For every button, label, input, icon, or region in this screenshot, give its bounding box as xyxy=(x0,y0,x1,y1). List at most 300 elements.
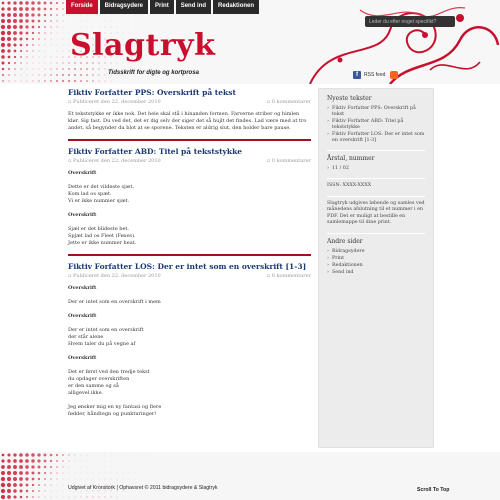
halftone-dot xyxy=(1,489,5,493)
halftone-dot xyxy=(31,465,34,468)
halftone-dot xyxy=(69,479,70,480)
nav-item-send-ind[interactable]: Send ind xyxy=(176,0,211,14)
halftone-dot xyxy=(25,465,29,469)
halftone-dot xyxy=(98,74,99,75)
post-meta xyxy=(68,273,311,279)
sidebar xyxy=(318,88,434,448)
halftone-dot xyxy=(7,1,10,4)
halftone-dot xyxy=(80,74,82,76)
halftone-dot xyxy=(69,21,70,22)
halftone-dot xyxy=(87,15,88,16)
halftone-dot xyxy=(117,15,118,16)
halftone-dot xyxy=(13,19,17,23)
post-stanza xyxy=(68,226,311,247)
halftone-dot xyxy=(123,473,124,474)
halftone-dot xyxy=(99,21,100,22)
halftone-dot xyxy=(38,44,39,45)
halftone-dot xyxy=(38,466,41,469)
halftone-dot xyxy=(56,8,58,10)
halftone-dot xyxy=(13,477,17,481)
halftone-dot xyxy=(75,473,76,474)
halftone-dot xyxy=(63,39,64,40)
halftone-dot xyxy=(81,21,82,22)
halftone-dot xyxy=(38,496,39,497)
halftone-dot xyxy=(25,453,29,457)
halftone-dot xyxy=(129,467,130,468)
halftone-dot xyxy=(57,497,58,498)
halftone-dot xyxy=(44,80,46,82)
rss-icon[interactable] xyxy=(390,71,398,79)
halftone-dot xyxy=(135,467,136,468)
halftone-dot xyxy=(13,7,17,11)
halftone-dot xyxy=(25,471,28,474)
halftone-dot xyxy=(31,7,34,10)
post-meta xyxy=(68,99,311,105)
halftone-dot xyxy=(19,13,23,17)
halftone-dot xyxy=(117,81,118,82)
halftone-dot xyxy=(31,1,35,5)
halftone-dot xyxy=(80,80,82,82)
stanza-line: Sjæl er det blideste bet. xyxy=(68,226,130,232)
halftone-dot xyxy=(93,479,94,480)
halftone-dot xyxy=(8,74,9,75)
stanza-line: der står alene xyxy=(68,334,104,340)
halftone-dot xyxy=(147,461,148,462)
facebook-icon[interactable]: f xyxy=(353,71,361,79)
halftone-dot xyxy=(50,80,52,82)
halftone-dot xyxy=(1,483,5,487)
halftone-dot xyxy=(117,455,118,456)
halftone-dot xyxy=(38,484,40,486)
halftone-dot xyxy=(7,25,11,29)
halftone-dot xyxy=(129,21,130,22)
halftone-dot xyxy=(105,455,106,456)
halftone-dot xyxy=(7,489,11,493)
halftone-dot xyxy=(45,63,46,64)
sidebar-link-issue[interactable]: › 11 / 02 xyxy=(327,166,425,172)
halftone-dot xyxy=(80,496,81,497)
halftone-dot xyxy=(105,461,106,462)
halftone-dot xyxy=(75,497,76,498)
halftone-dot xyxy=(135,497,136,498)
post-subheading: Overskrift xyxy=(68,355,97,361)
halftone-dot xyxy=(51,497,52,498)
halftone-dot xyxy=(51,45,52,46)
halftone-dot xyxy=(2,80,3,81)
halftone-dot xyxy=(74,74,76,76)
halftone-dot xyxy=(26,56,27,57)
main-nav xyxy=(66,0,261,14)
halftone-dot xyxy=(38,478,40,480)
halftone-dot xyxy=(57,27,58,28)
halftone-dot xyxy=(1,43,5,47)
sidebar-divider xyxy=(327,178,425,179)
halftone-dot xyxy=(38,38,39,39)
halftone-dot xyxy=(56,466,58,468)
halftone-dot xyxy=(62,2,64,4)
nav-item-redaktionen[interactable]: Redaktionen xyxy=(213,0,259,14)
halftone-dot xyxy=(50,26,51,27)
halftone-dot xyxy=(38,490,39,491)
sidebar-heading-year: Årstal, nummer xyxy=(327,155,375,162)
stanza-line: Jette er ikke nummer heat. xyxy=(68,240,137,246)
halftone-dot xyxy=(32,80,33,81)
halftone-dot xyxy=(141,21,142,22)
halftone-dot xyxy=(68,80,70,82)
halftone-dot xyxy=(37,459,40,462)
halftone-dot xyxy=(147,497,148,498)
halftone-dot xyxy=(33,75,34,76)
halftone-dot xyxy=(7,7,10,10)
post-title[interactable]: Fiktiv Forfatter ABD: Titel på tekststykke xyxy=(68,147,243,156)
halftone-dot xyxy=(93,455,94,456)
halftone-dot xyxy=(99,479,100,480)
halftone-dot xyxy=(7,31,11,35)
halftone-dot xyxy=(75,455,76,456)
halftone-dot xyxy=(141,15,142,16)
main-content xyxy=(68,88,311,425)
halftone-dot xyxy=(62,8,63,9)
halftone-dot xyxy=(13,31,17,35)
halftone-dot xyxy=(129,473,130,474)
sidebar-link-send-ind[interactable]: › Send ind xyxy=(327,270,425,276)
sidebar-link-bidragsydere[interactable]: › Bidragsydere xyxy=(327,249,425,255)
halftone-dot xyxy=(62,454,64,456)
stanza-line: Dette er det vildeste sjæt. xyxy=(68,184,134,190)
halftone-dot xyxy=(50,478,51,479)
halftone-dot xyxy=(93,15,94,16)
nav-item-forside[interactable]: Forside xyxy=(66,0,98,14)
halftone-dot xyxy=(1,55,4,58)
halftone-dot xyxy=(81,479,82,480)
halftone-dot xyxy=(7,465,11,469)
halftone-dot xyxy=(1,495,5,499)
halftone-dot xyxy=(99,461,100,462)
halftone-dot xyxy=(117,473,118,474)
halftone-dot xyxy=(1,49,5,53)
halftone-dot xyxy=(105,21,106,22)
halftone-dot xyxy=(99,455,100,456)
stanza-line: Det er først ved den tredje tekst xyxy=(68,369,150,375)
halftone-dot xyxy=(56,62,57,63)
halftone-dot xyxy=(2,454,5,457)
stanza-line: Kom lad os spæt. xyxy=(68,191,112,197)
halftone-dot xyxy=(26,32,29,35)
halftone-dot xyxy=(117,479,118,480)
halftone-dot xyxy=(147,81,148,82)
halftone-dot xyxy=(87,21,88,22)
halftone-dot xyxy=(38,26,40,28)
halftone-dot xyxy=(25,19,28,22)
halftone-dot xyxy=(116,496,117,497)
halftone-dot xyxy=(25,1,29,5)
halftone-dot xyxy=(123,497,124,498)
sidebar-divider xyxy=(327,150,425,151)
halftone-dot xyxy=(111,467,112,468)
halftone-dot xyxy=(129,461,130,462)
halftone-dot xyxy=(56,460,58,462)
halftone-dot xyxy=(44,478,46,480)
halftone-dot xyxy=(26,484,29,487)
halftone-dot xyxy=(57,491,58,492)
halftone-dot xyxy=(1,477,5,481)
halftone-dot xyxy=(19,19,23,23)
halftone-dot xyxy=(44,74,45,75)
halftone-dot xyxy=(141,461,142,462)
post-comments-link[interactable]: ▫ 0 kommentarer xyxy=(267,273,311,279)
halftone-dot xyxy=(14,62,16,64)
halftone-dot xyxy=(87,479,88,480)
halftone-dot xyxy=(81,15,82,16)
halftone-dot xyxy=(105,15,106,16)
halftone-dot xyxy=(87,473,88,474)
halftone-dot xyxy=(141,455,142,456)
halftone-dot xyxy=(32,32,34,34)
post-subheading: Overskrift xyxy=(68,313,97,319)
halftone-dot xyxy=(92,74,94,76)
halftone-dot xyxy=(38,472,41,475)
halftone-dot xyxy=(44,2,47,5)
halftone-dot xyxy=(147,21,148,22)
halftone-dot xyxy=(7,477,11,481)
halftone-dot xyxy=(1,7,4,10)
halftone-dot xyxy=(117,461,118,462)
halftone-dot xyxy=(7,13,11,17)
halftone-dot xyxy=(93,21,94,22)
stanza-line: du opdager overskriften xyxy=(68,376,130,382)
halftone-dot xyxy=(98,496,99,497)
halftone-dot xyxy=(99,467,100,468)
halftone-dot xyxy=(19,471,23,475)
halftone-dot xyxy=(63,485,64,486)
halftone-dot xyxy=(50,472,52,474)
halftone-dot xyxy=(32,496,33,497)
halftone-dot xyxy=(75,467,76,468)
halftone-dot xyxy=(51,485,52,486)
nav-item-print[interactable]: Print xyxy=(150,0,174,14)
stanza-line: Hvem taler du på vegne af xyxy=(68,341,136,347)
halftone-dot xyxy=(63,21,64,22)
halftone-dot xyxy=(39,51,40,52)
post xyxy=(68,262,311,418)
halftone-dot xyxy=(44,484,45,485)
halftone-dot xyxy=(44,20,46,22)
halftone-dot xyxy=(93,461,94,462)
halftone-dot xyxy=(44,472,46,474)
halftone-dot xyxy=(57,51,58,52)
halftone-dot xyxy=(1,13,5,17)
halftone-dot xyxy=(111,455,112,456)
halftone-dot xyxy=(92,496,93,497)
stanza-line: Jeg ønsker mig en ny fantasi og flere xyxy=(68,404,162,410)
site-tagline: Tidsskrift for digte og kortprosa xyxy=(108,70,199,76)
halftone-dot xyxy=(14,68,15,69)
halftone-dot xyxy=(123,461,124,462)
site-footer xyxy=(0,452,500,500)
post-title[interactable]: Fiktiv Forfatter LOS: Der er intet som en overskrift [1-3] xyxy=(68,262,307,271)
post-title[interactable]: Fiktiv Forfatter PPS: Overskrift på tekst xyxy=(68,88,236,97)
halftone-dot xyxy=(57,479,58,480)
halftone-dot xyxy=(68,74,70,76)
halftone-dot xyxy=(13,495,16,498)
halftone-dot xyxy=(50,68,51,69)
halftone-dot xyxy=(69,467,70,468)
stanza-line: Spjæt lad os Fleet (Føxes). xyxy=(68,233,136,239)
halftone-dot xyxy=(56,68,57,69)
halftone-dot xyxy=(19,453,23,457)
halftone-dot xyxy=(63,33,64,34)
halftone-dot xyxy=(56,454,58,456)
halftone-dot xyxy=(38,32,40,34)
halftone-dot xyxy=(13,453,16,456)
halftone-dot xyxy=(14,50,17,53)
halftone-dot xyxy=(39,69,40,70)
halftone-dot xyxy=(86,80,88,82)
halftone-dot xyxy=(20,490,23,493)
halftone-dot xyxy=(20,62,21,63)
post xyxy=(68,147,311,247)
stanza-line: fødder, håndtegn og punkturinger! xyxy=(68,411,157,417)
halftone-dot xyxy=(135,479,136,480)
halftone-dot xyxy=(104,74,105,75)
rss-label[interactable]: RSS feed xyxy=(364,72,386,78)
halftone-dot xyxy=(62,466,63,467)
halftone-dot xyxy=(32,478,35,481)
halftone-dot xyxy=(75,479,76,480)
halftone-dot xyxy=(31,459,34,462)
scroll-to-top-link[interactable]: Scroll To Top xyxy=(417,487,450,493)
site-logo[interactable]: Slagtryk xyxy=(70,28,216,63)
halftone-dot xyxy=(45,45,46,46)
halftone-dot xyxy=(50,2,53,5)
post-date: ▫ Publiceret den 22. december 2010 xyxy=(68,273,161,279)
halftone-dot xyxy=(75,21,76,22)
halftone-dot xyxy=(111,15,112,16)
halftone-dot xyxy=(1,25,5,29)
nav-item-bidragsydere[interactable]: Bidragsydere xyxy=(100,0,148,14)
search-input[interactable]: Leder du efter noget specifikt? xyxy=(365,16,455,27)
halftone-dot xyxy=(51,33,52,34)
post-comments-link[interactable]: ▫ 0 kommentarer xyxy=(267,158,311,164)
halftone-dot xyxy=(74,80,76,82)
halftone-dot xyxy=(1,37,5,41)
halftone-dot xyxy=(25,477,28,480)
halftone-dot xyxy=(123,81,124,82)
halftone-dot xyxy=(147,467,148,468)
halftone-dot xyxy=(27,69,28,70)
halftone-dot xyxy=(135,81,136,82)
post-separator xyxy=(68,139,311,141)
halftone-dot xyxy=(8,68,10,70)
halftone-dot xyxy=(62,80,64,82)
halftone-dot xyxy=(19,25,23,29)
halftone-dot xyxy=(44,490,45,491)
halftone-dot xyxy=(141,81,142,82)
post xyxy=(68,88,311,132)
stanza-line: er den samme og så xyxy=(68,383,119,389)
sidebar-link-latest[interactable]: › Fiktiv Forfatter LOS: Der er intet som en overskrift [1-3] xyxy=(327,132,425,144)
halftone-dot xyxy=(105,473,106,474)
halftone-dot xyxy=(62,68,64,70)
halftone-dot xyxy=(21,69,22,70)
halftone-dot xyxy=(117,21,118,22)
halftone-dot xyxy=(99,15,100,16)
halftone-dot xyxy=(81,461,82,462)
halftone-dot xyxy=(2,62,5,65)
halftone-dot xyxy=(32,44,33,45)
sidebar-divider xyxy=(327,233,425,234)
halftone-dot xyxy=(37,453,40,456)
halftone-dot xyxy=(50,454,53,457)
halftone-dot xyxy=(62,56,63,57)
halftone-dot xyxy=(111,479,112,480)
post-date: ▫ Publiceret den 22. december 2010 xyxy=(68,99,161,105)
halftone-dot xyxy=(38,14,41,17)
halftone-dot xyxy=(69,473,70,474)
halftone-dot xyxy=(69,15,70,16)
halftone-dot xyxy=(45,497,46,498)
halftone-dot xyxy=(75,15,76,16)
halftone-dot xyxy=(13,459,17,463)
halftone-dot xyxy=(1,459,4,462)
halftone-dot xyxy=(93,473,94,474)
halftone-dot xyxy=(86,74,88,76)
halftone-dot xyxy=(32,38,34,40)
halftone-dot xyxy=(63,473,64,474)
halftone-dot xyxy=(87,461,88,462)
halftone-dot xyxy=(13,1,16,4)
halftone-dot xyxy=(56,2,58,4)
halftone-dot xyxy=(98,80,99,81)
sidebar-link-redaktionen[interactable]: › Redaktionen xyxy=(327,263,425,269)
halftone-dot xyxy=(50,8,52,10)
halftone-dot xyxy=(123,455,124,456)
halftone-dot xyxy=(45,51,46,52)
halftone-dot xyxy=(20,496,23,499)
halftone-dot xyxy=(38,20,41,23)
halftone-dot xyxy=(44,8,47,11)
halftone-dot xyxy=(7,43,11,47)
halftone-dot xyxy=(68,460,69,461)
halftone-dot xyxy=(7,453,10,456)
halftone-dot xyxy=(111,473,112,474)
halftone-dot xyxy=(20,50,22,52)
halftone-dot xyxy=(13,25,17,29)
halftone-dot xyxy=(123,21,124,22)
halftone-dot xyxy=(57,45,58,46)
halftone-dot xyxy=(63,45,64,46)
halftone-dot xyxy=(21,81,22,82)
halftone-dot xyxy=(135,15,136,16)
halftone-dot xyxy=(13,465,17,469)
halftone-dot xyxy=(63,491,64,492)
sidebar-link-latest[interactable]: › Fiktiv Forfatter PPS: Overskrift på tekst xyxy=(327,106,425,118)
halftone-dot xyxy=(31,19,34,22)
halftone-dot xyxy=(20,44,23,47)
about-text: Slagtryk udgives løbende og samles ved månedens afslutning til et nummer i en PDF. Det er muligt at bestille en samlemappe til dine print. xyxy=(327,200,425,225)
stanza-line: Der er intet som en overskrift i mem xyxy=(68,299,161,305)
halftone-dot xyxy=(50,14,52,16)
post-comments-link[interactable]: ▫ 0 kommentarer xyxy=(267,99,311,105)
halftone-dot xyxy=(105,479,106,480)
halftone-dot xyxy=(92,80,94,82)
halftone-dot xyxy=(50,74,51,75)
sidebar-link-latest[interactable]: › Fiktiv Forfatter ABD: Titel på tekststykke xyxy=(327,119,425,131)
sidebar-link-print[interactable]: › Print xyxy=(327,256,425,262)
halftone-dot xyxy=(7,19,11,23)
halftone-dot xyxy=(44,32,45,33)
halftone-dot xyxy=(50,460,52,462)
